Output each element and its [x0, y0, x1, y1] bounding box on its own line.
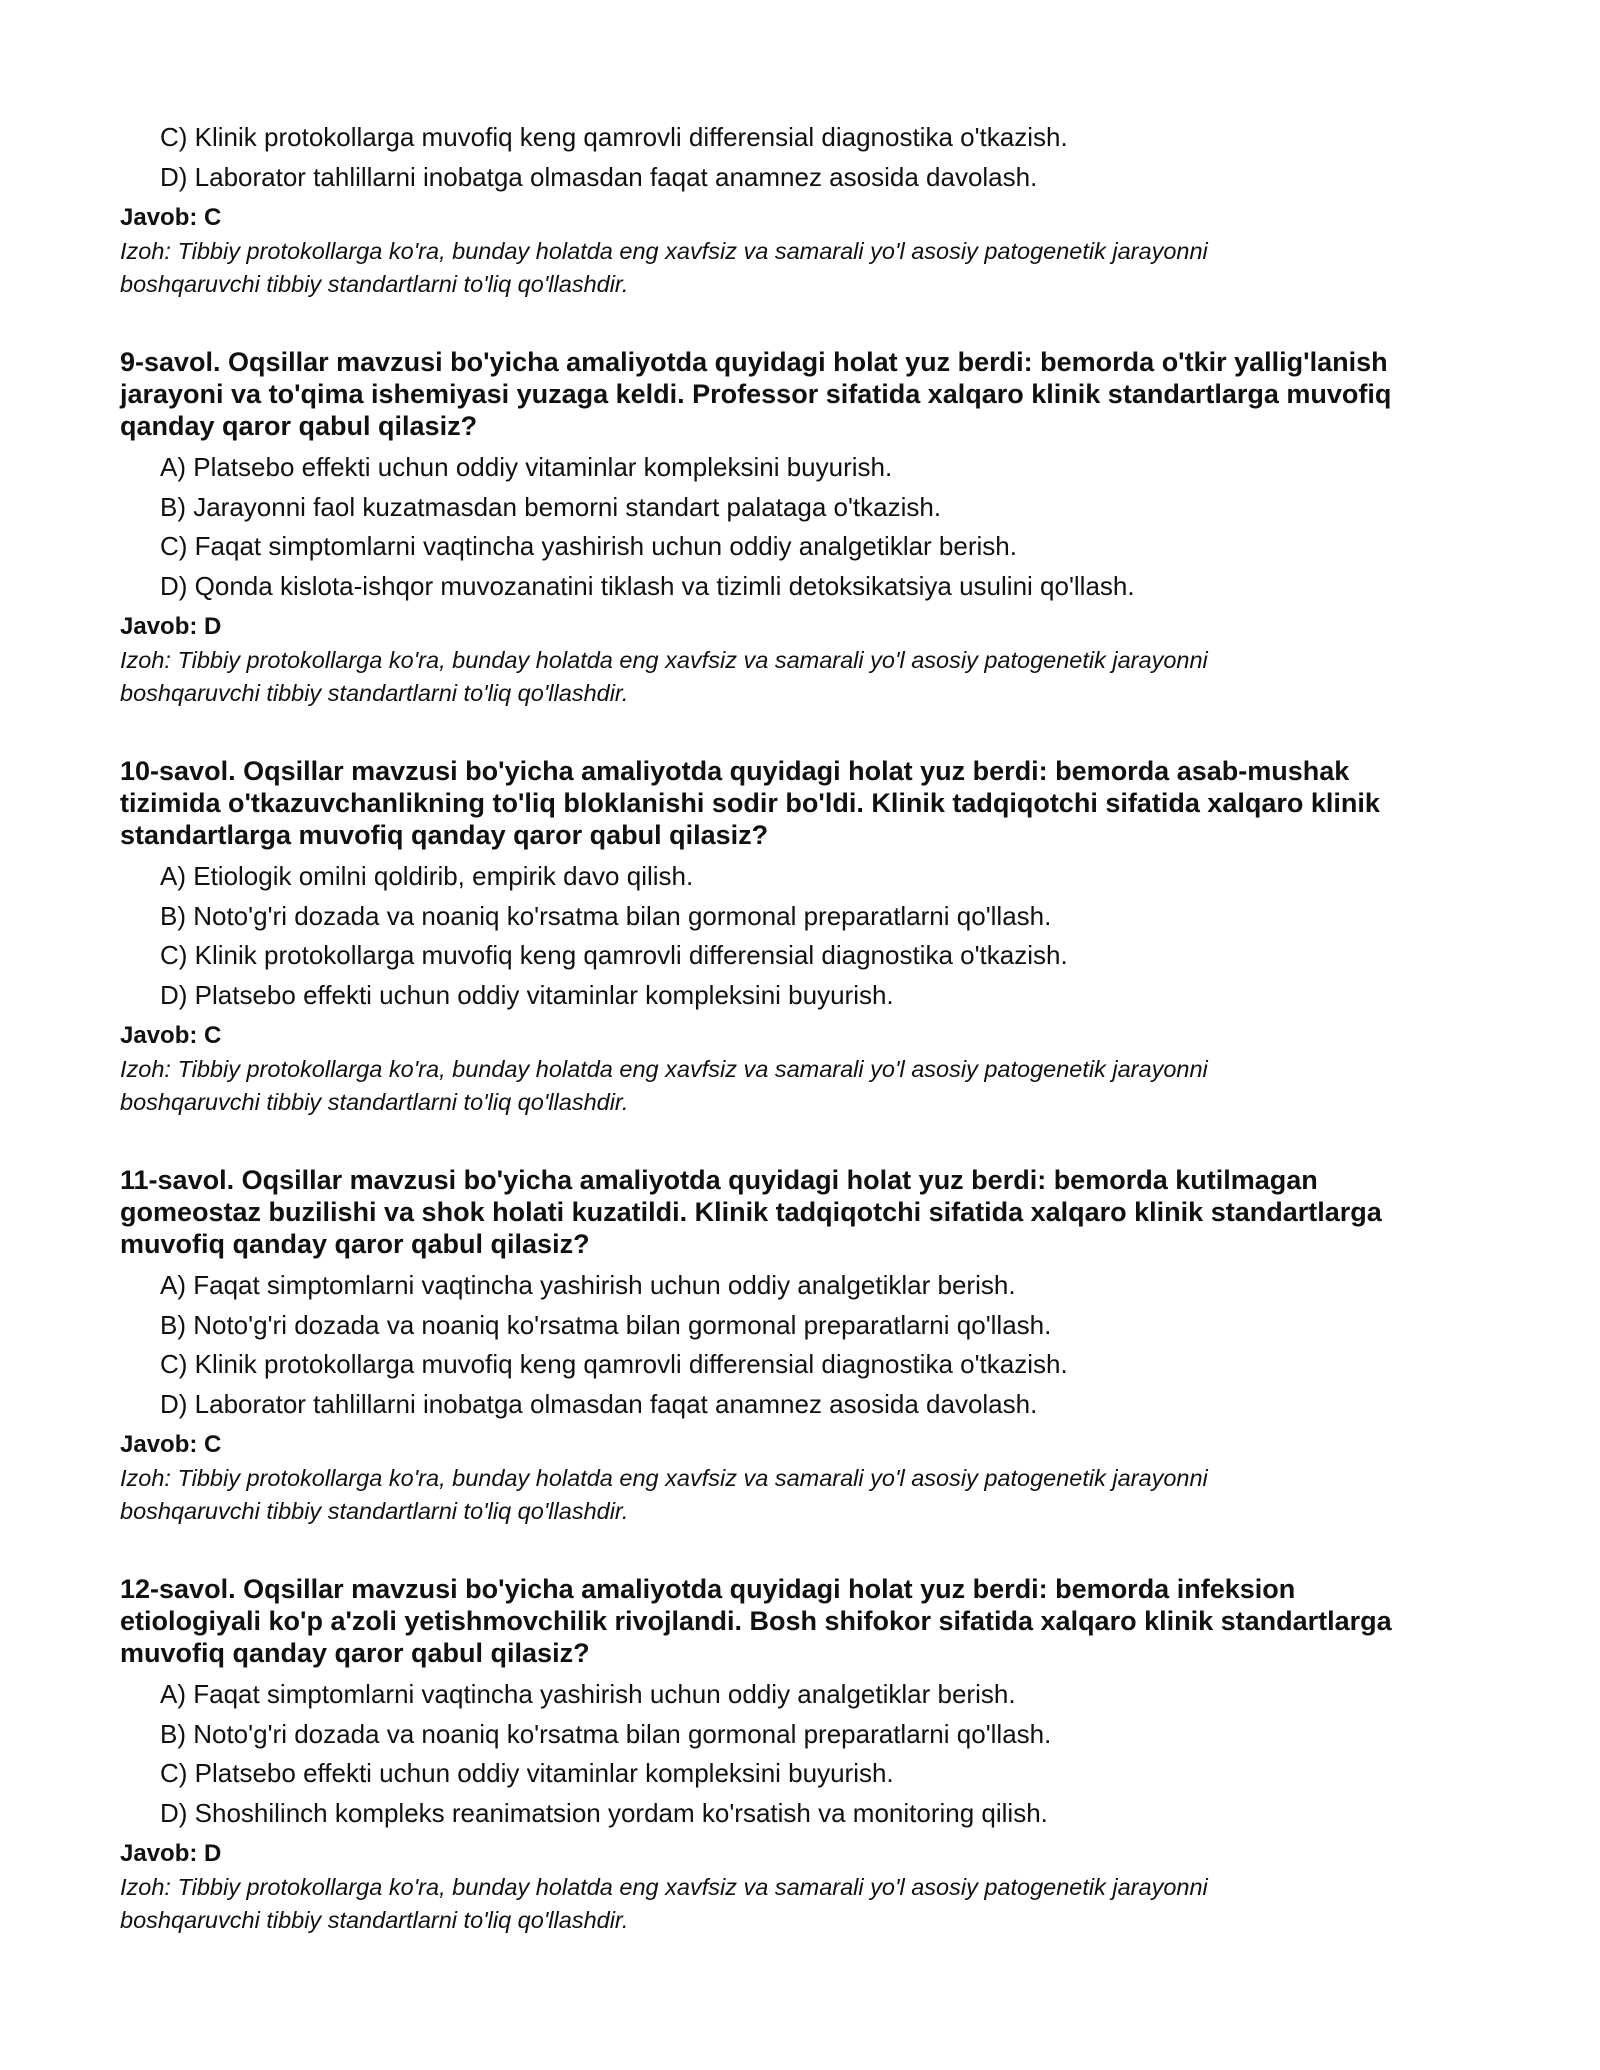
- question-text: [120, 346, 1500, 442]
- explanation-line-1: Izoh: Tibbiy protokollarga ko'ra, bunday holatda eng xavfsiz va samarali yo'l asosiy patogenetik jarayonni: [120, 1465, 1208, 1491]
- question-10: [120, 755, 1500, 1119]
- option-a: A) Platsebo effekti uchun oddiy vitaminlar kompleksini buyurish.: [160, 452, 893, 482]
- option-d: D) Laborator tahlillarni inobatga olmasdan faqat anamnez asosida davolash.: [160, 1388, 1038, 1419]
- question-12: [120, 1573, 1500, 1937]
- explanation-note: [120, 1462, 1500, 1528]
- option-b: B) Noto'g'ri dozada va noaniq ko'rsatma bilan gormonal preparatlarni qo'llash.: [160, 1309, 1052, 1340]
- question-line-3: standartlarga muvofiq qanday qaror qabul qilasiz?: [120, 820, 769, 850]
- option-d: D) Shoshilinch kompleks reanimatsion yordam ko'rsatish va monitoring qilish.: [160, 1797, 1048, 1828]
- option-list: [120, 857, 1500, 1015]
- option-c: C) Platsebo effekti uchun oddiy vitaminlar kompleksini buyurish.: [160, 1758, 894, 1788]
- question-line-3: muvofiq qanday qaror qabul qilasiz?: [120, 1638, 590, 1668]
- option-b: B) Noto'g'ri dozada va noaniq ko'rsatma bilan gormonal preparatlarni qo'llash.: [160, 900, 1052, 931]
- option-list: [120, 118, 1500, 197]
- explanation-note: [120, 644, 1500, 710]
- explanation-line-2: boshqaruvchi tibbiy standartlarni to'liq qo'llashdir.: [120, 271, 629, 297]
- option-a: A) Etiologik omilni qoldirib, empirik davo qilish.: [160, 861, 694, 891]
- option-b: B) Jarayonni faol kuzatmasdan bemorni standart palataga o'tkazish.: [160, 491, 942, 522]
- question-line-3: muvofiq qanday qaror qabul qilasiz?: [120, 1229, 590, 1259]
- question-line-3: qanday qaror qabul qilasiz?: [120, 411, 478, 441]
- option-c: C) Klinik protokollarga muvofiq keng qamrovli differensial diagnostika o'tkazish.: [160, 1349, 1068, 1379]
- document-page: [120, 118, 1500, 1937]
- explanation-note: [120, 1053, 1500, 1119]
- question-line-1: 12-savol. Oqsillar mavzusi bo'yicha amaliyotda quyidagi holat yuz berdi: bemorda infeksion: [120, 1574, 1296, 1604]
- option-d: D) Platsebo effekti uchun oddiy vitaminlar kompleksini buyurish.: [160, 979, 894, 1010]
- question-11: [120, 1164, 1500, 1528]
- option-list: [120, 1266, 1500, 1424]
- option-d: D) Laborator tahlillarni inobatga olmasdan faqat anamnez asosida davolash.: [160, 161, 1038, 192]
- explanation-line-1: Izoh: Tibbiy protokollarga ko'ra, bunday holatda eng xavfsiz va samarali yo'l asosiy patogenetik jarayonni: [120, 1056, 1208, 1082]
- answer-label: Javob: C: [120, 1431, 222, 1458]
- option-a: A) Faqat simptomlarni vaqtincha yashirish uchun oddiy analgetiklar berish.: [160, 1679, 1016, 1709]
- option-c: C) Klinik protokollarga muvofiq keng qamrovli differensial diagnostika o'tkazish.: [160, 122, 1068, 152]
- explanation-line-1: Izoh: Tibbiy protokollarga ko'ra, bunday holatda eng xavfsiz va samarali yo'l asosiy patogenetik jarayonni: [120, 647, 1208, 673]
- explanation-line-1: Izoh: Tibbiy protokollarga ko'ra, bunday holatda eng xavfsiz va samarali yo'l asosiy patogenetik jarayonni: [120, 238, 1208, 264]
- explanation-line-2: boshqaruvchi tibbiy standartlarni to'liq qo'llashdir.: [120, 680, 629, 706]
- question-text: [120, 755, 1500, 851]
- question-text: [120, 1573, 1500, 1669]
- answer-label: Javob: C: [120, 1022, 222, 1049]
- option-list: [120, 1675, 1500, 1833]
- question-9: [120, 346, 1500, 710]
- question-line-1: 10-savol. Oqsillar mavzusi bo'yicha amaliyotda quyidagi holat yuz berdi: bemorda asab-mushak: [120, 756, 1350, 786]
- question-line-1: 9-savol. Oqsillar mavzusi bo'yicha amaliyotda quyidagi holat yuz berdi: bemorda o'tkir yallig'lanish: [120, 347, 1388, 377]
- question-line-2: tizimida o'tkazuvchanlikning to'liq bloklanishi sodir bo'ldi. Klinik tadqiqotchi sifatida xalqaro klinik: [120, 788, 1380, 818]
- answer-label: Javob: C: [120, 204, 222, 231]
- explanation-note: [120, 1871, 1500, 1937]
- question-line-2: etiologiyali ko'p a'zoli yetishmovchilik rivojlandi. Bosh shifokor sifatida xalqaro klinik standartlarga: [120, 1606, 1392, 1636]
- question-line-1: 11-savol. Oqsillar mavzusi bo'yicha amaliyotda quyidagi holat yuz berdi: bemorda kutilmagan: [120, 1165, 1318, 1195]
- option-b: B) Noto'g'ri dozada va noaniq ko'rsatma bilan gormonal preparatlarni qo'llash.: [160, 1718, 1052, 1749]
- explanation-note: [120, 235, 1500, 301]
- explanation-line-2: boshqaruvchi tibbiy standartlarni to'liq qo'llashdir.: [120, 1907, 629, 1933]
- option-c: C) Faqat simptomlarni vaqtincha yashirish uchun oddiy analgetiklar berish.: [160, 531, 1017, 561]
- explanation-line-1: Izoh: Tibbiy protokollarga ko'ra, bunday holatda eng xavfsiz va samarali yo'l asosiy patogenetik jarayonni: [120, 1874, 1208, 1900]
- option-a: A) Faqat simptomlarni vaqtincha yashirish uchun oddiy analgetiklar berish.: [160, 1270, 1016, 1300]
- explanation-line-2: boshqaruvchi tibbiy standartlarni to'liq qo'llashdir.: [120, 1089, 629, 1115]
- question-line-2: jarayoni va to'qima ishemiyasi yuzaga keldi. Professor sifatida xalqaro klinik standartlarga muvofiq: [120, 379, 1392, 409]
- question-line-2: gomeostaz buzilishi va shok holati kuzatildi. Klinik tadqiqotchi sifatida xalqaro klinik standartlarga: [120, 1197, 1382, 1227]
- answer-label: Javob: D: [120, 613, 222, 640]
- option-d: D) Qonda kislota-ishqor muvozanatini tiklash va tizimli detoksikatsiya usulini qo'llash.: [160, 570, 1135, 601]
- previous-question-continuation: [120, 118, 1500, 301]
- option-c: C) Klinik protokollarga muvofiq keng qamrovli differensial diagnostika o'tkazish.: [160, 940, 1068, 970]
- question-text: [120, 1164, 1500, 1260]
- explanation-line-2: boshqaruvchi tibbiy standartlarni to'liq qo'llashdir.: [120, 1498, 629, 1524]
- option-list: [120, 448, 1500, 606]
- answer-label: Javob: D: [120, 1840, 222, 1867]
